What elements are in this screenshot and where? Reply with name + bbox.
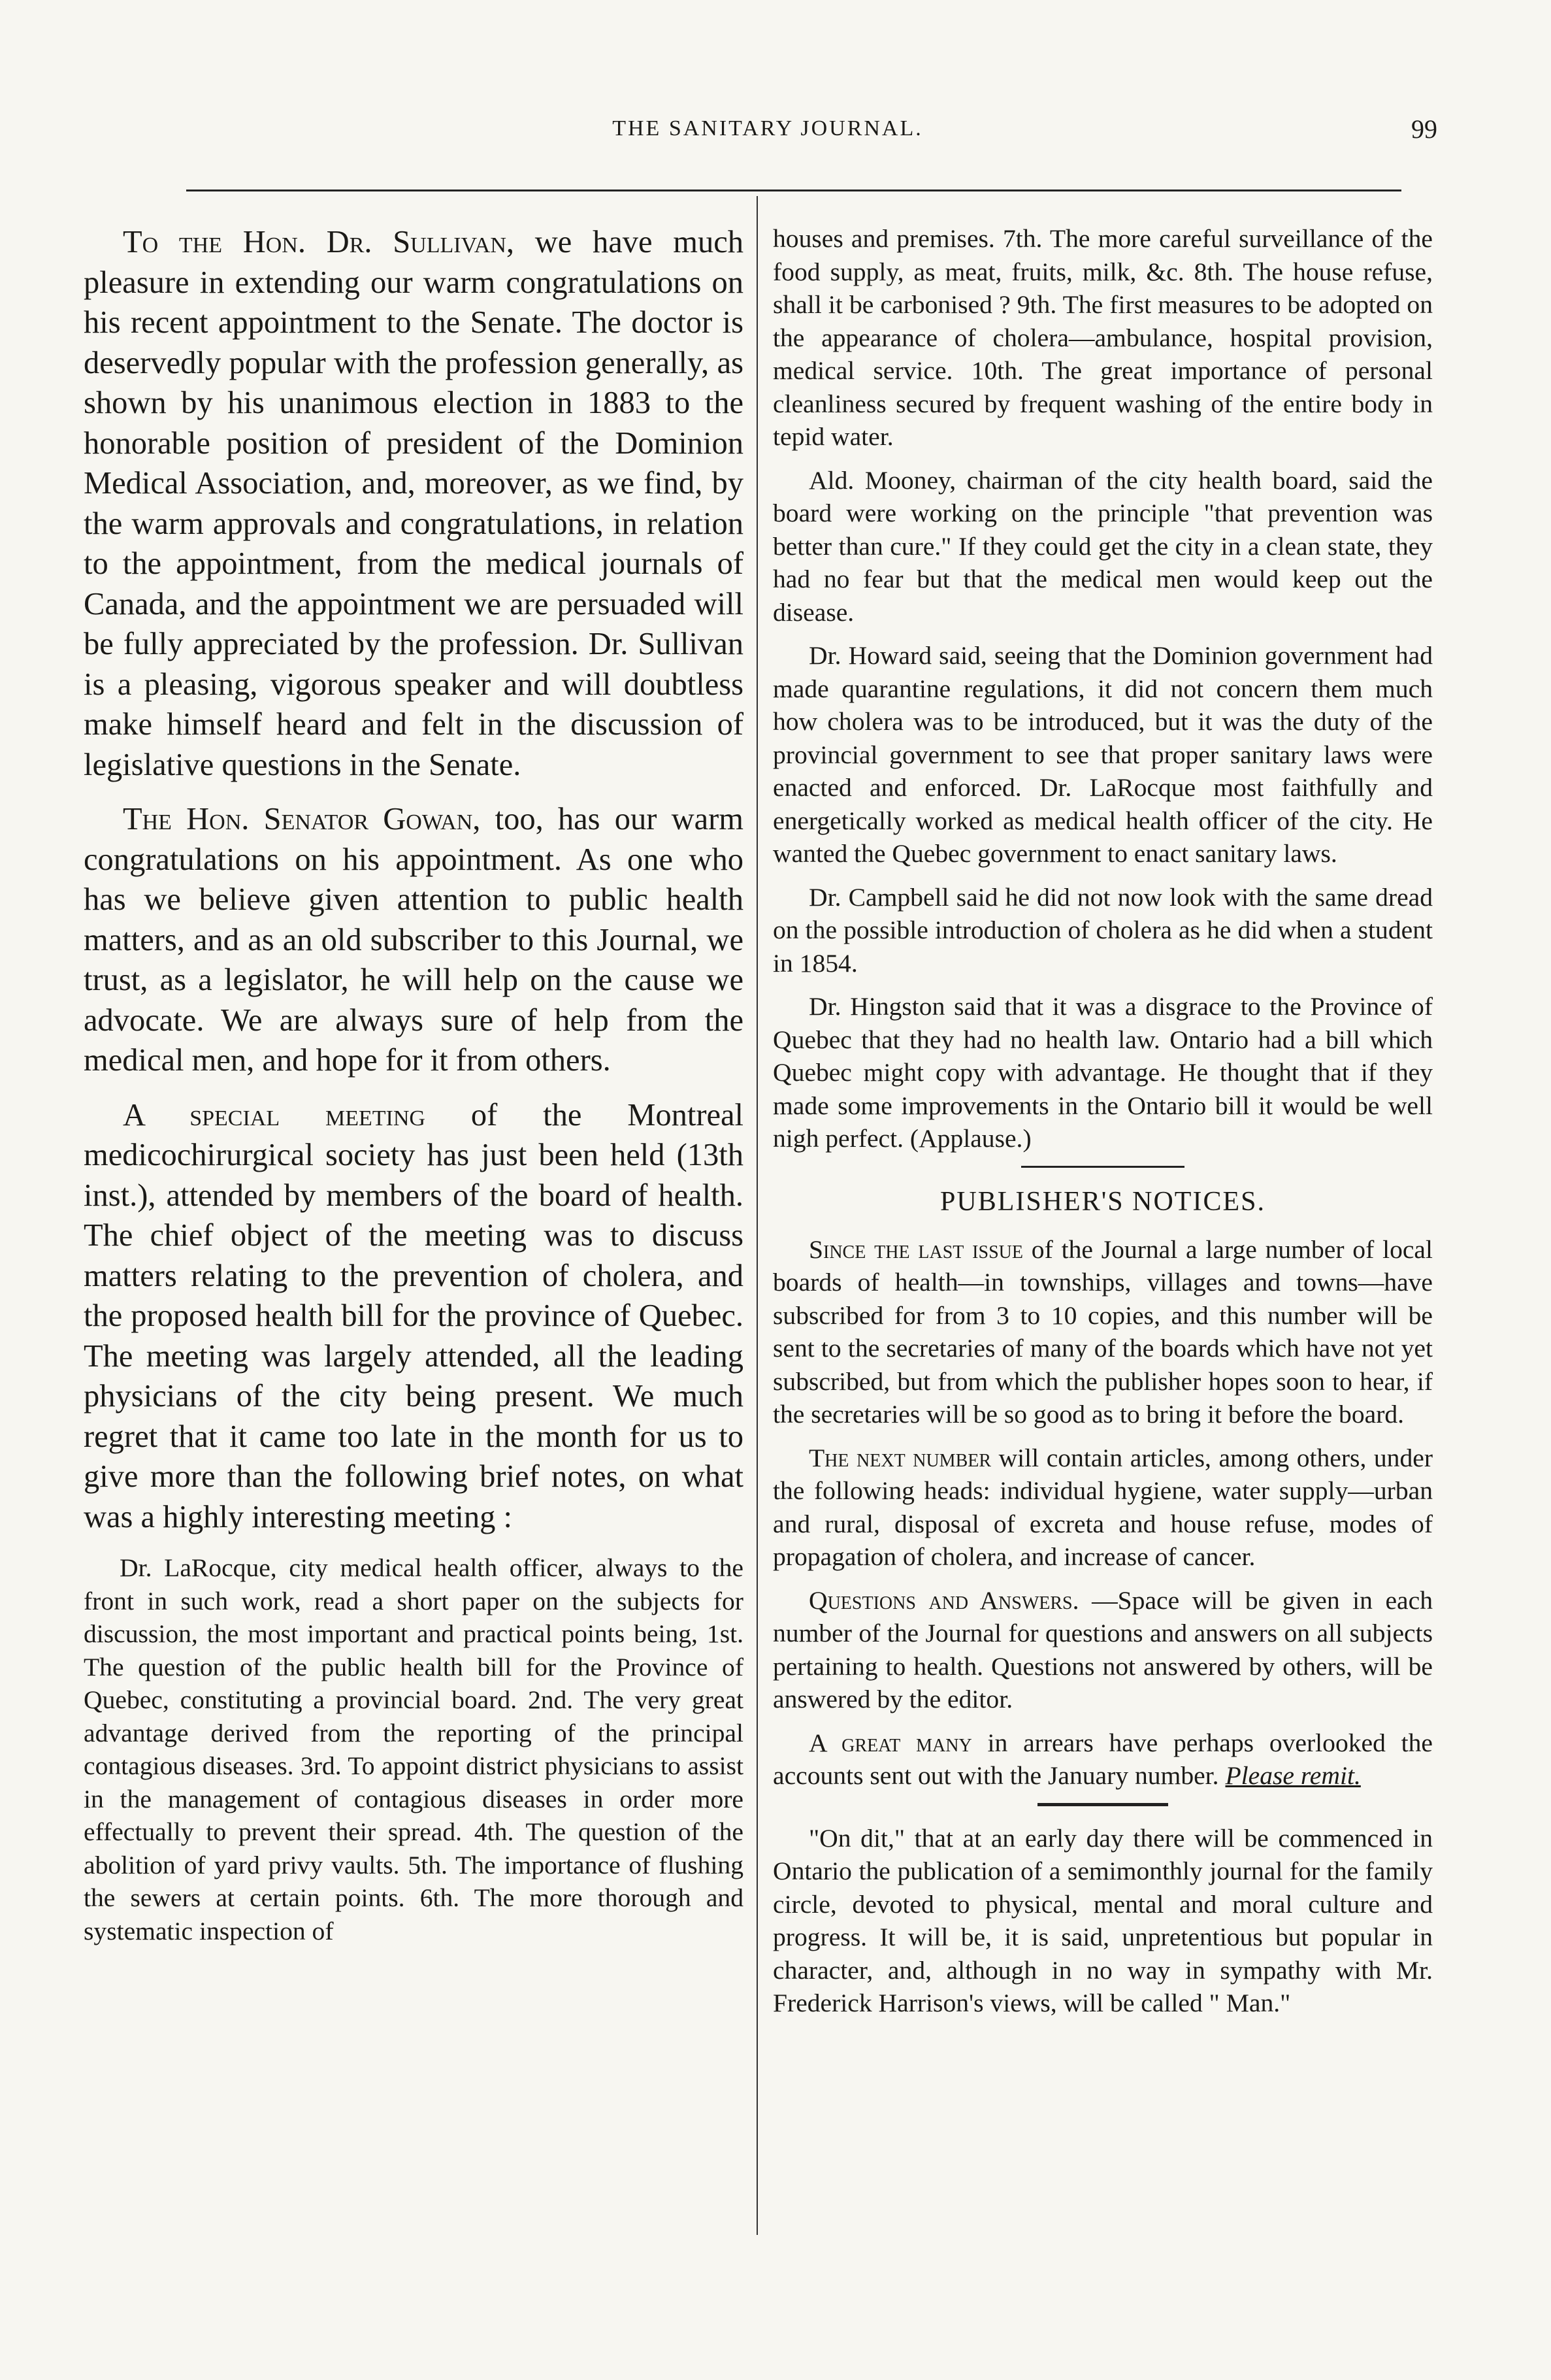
notice-subscriptions: [773, 1233, 1433, 1431]
lead-in: A great many: [809, 1728, 972, 1757]
notice-next-number: [773, 1442, 1433, 1574]
right-column: [773, 222, 1433, 2030]
notice-arrears: [773, 1727, 1433, 1793]
paragraph-body: of the Montreal medicochirurgical society has just been held (13th inst.), attended by members of the board of health. The chief object of the meeting was to discuss matters relating to the prevention of cholera, and the proposed health bill for the province of Quebec. The meeting was largely attended, all the leading physicians of the city being present. We much regret that it came too late in the month for us to give more than the following brief notes, on what was a highly interesting meeting :: [84, 1097, 744, 1534]
paragraph-mooney: Ald. Mooney, chairman of the city health board, said the board were working on the principle "that prevention was better than cure." If they could get the city in a clean state, they had no fear but that the medical men would keep out the disease.: [773, 465, 1433, 627]
paragraph-body: —Space will be given in each number of the Journal for questions and answers on all subjects pertaining to health. Questions not answered by others, will be answered by the editor.: [773, 1585, 1433, 1713]
notice-questions: [773, 1584, 1433, 1716]
paragraph-on-dit: "On dit," that at an early day there will be commenced in Ontario the publication of a semimonthly journal for the family circle, devoted to physical, mental and moral culture and progress. It will be, it is said, unpretentious but popular in character, and, although in no way in sympathy with Mr. Frederick Harrison's views, will be called " Man.": [773, 1823, 1433, 2017]
paragraph-sullivan: [84, 222, 743, 785]
lead-in: Since the last issue: [809, 1234, 1023, 1264]
running-title: THE SANITARY JOURNAL.: [612, 116, 923, 140]
paragraph-howard: Dr. Howard said, seeing that the Dominion government had made quarantine regulations, it did not concern them much how cholera was to be introduced, but it was the duty of the provincial government to see that proper sanitary laws were enacted and enforced. Dr. LaRocque most faithfully and energetically worked as medical health officer of the city. He wanted the Quebec government to enact sanitary laws.: [773, 641, 1433, 868]
header-rule: [186, 190, 1401, 191]
page-header: [98, 116, 1437, 156]
paragraph-campbell: Dr. Campbell said he did not now look with the same dread on the possible introduction of cholera as he did when a student in 1854.: [773, 882, 1433, 978]
lead-in: To the Hon. Dr. Sullivan,: [123, 225, 514, 259]
paragraph-hingston: Dr. Hingston said that it was a disgrace to the Province of Quebec that they had no health law. Ontario had a bill which Quebec might copy with advantage. He thought that if they made some improvements in the Ontario bill it would be well nigh perfect. (Applause.): [773, 992, 1433, 1153]
lead-in: A special meeting: [123, 1097, 425, 1132]
section-heading: PUBLISHER'S NOTICES.: [940, 1186, 1265, 1217]
section-rule: [1037, 1803, 1168, 1806]
left-column: [84, 222, 743, 1958]
paragraph-continuation: houses and premises. 7th. The more careful surveillance of the food supply, as meat, fruits, milk, &c. 8th. The house refuse, shall it be carbonised ? 9th. The first measures to be adopted on the appearance of cholera—ambulance, hospital provision, medical service. 10th. The great importance of personal cleanliness secured by frequent washing of the entire body in tepid water.: [773, 224, 1433, 451]
paragraph-body: of the Journal a large number of local boards of health—in townships, villages and towns—have subscribed for from 3 to 10 copies, and this number will be sent to the secretaries of many of the boards which have not yet subscribed, but from which the publisher hopes soon to hear, if the secretaries will be so good as to bring it before the board.: [773, 1234, 1433, 1429]
paragraph-body: too, has our warm congratulations on his appointment. As one who has we believe given attention to public health matters, and as an old subscriber to this Journal, we trust, as a legislator, he will help on the cause we advocate. We are always sure of help from the medical men, and hope for it from others.: [84, 802, 743, 1078]
lead-in: The next number: [809, 1443, 992, 1472]
column-divider: [757, 196, 758, 2235]
paragraph-gowan: [84, 799, 743, 1081]
remit-line: Please remit.: [1225, 1761, 1361, 1790]
page-number: 99: [1411, 114, 1437, 144]
section-rule: [1021, 1166, 1184, 1168]
paragraph-body: will contain articles, among others, under the following heads: individual hygiene, water supply—urban and rural, disposal of excreta and house refuse, modes of propagation of cholera, and increase of cancer.: [773, 1443, 1433, 1571]
lead-in: The Hon. Senator Gowan,: [123, 802, 481, 836]
paragraph-body: in arrears have perhaps overlooked the accounts sent out with the January number.: [773, 1728, 1433, 1790]
paragraph-larocque: Dr. LaRocque, city medical health officer, always to the front in such work, read a short paper on the subjects for discussion, the most important and practical points being, 1st. The question of the public health bill for the Province of Quebec, constituting a provincial board. 2nd. The very great advantage derived from the reporting of the principal contagious diseases. 3rd. To appoint district physicians to assist in the management of contagious diseases in order more effectually to prevent their spread. 4th. The question of the abolition of yard privy vaults. 5th. The importance of flushing the sewers at certain points. 6th. The more thorough and systematic inspection of: [84, 1553, 743, 1945]
paragraph-body: we have much pleasure in extending our warm congratulations on his recent appointment to the Senate. The doctor is deservedly popular with the profession generally, as shown by his unanimous election in 1883 to the honorable position of president of the Dominion Medical Association, and, moreover, as we find, by the warm approvals and congratulations, in relation to the appointment, from the medical journals of Canada, and the appointment we are persuaded will be fully appreciated by the profession. Dr. Sullivan is a pleasing, vigorous speaker and will doubtless make himself heard and felt in the discussion of legislative questions in the Senate.: [84, 225, 743, 782]
lead-in: Questions and Answers.: [809, 1585, 1079, 1615]
paragraph-special-meeting: [84, 1095, 743, 1538]
